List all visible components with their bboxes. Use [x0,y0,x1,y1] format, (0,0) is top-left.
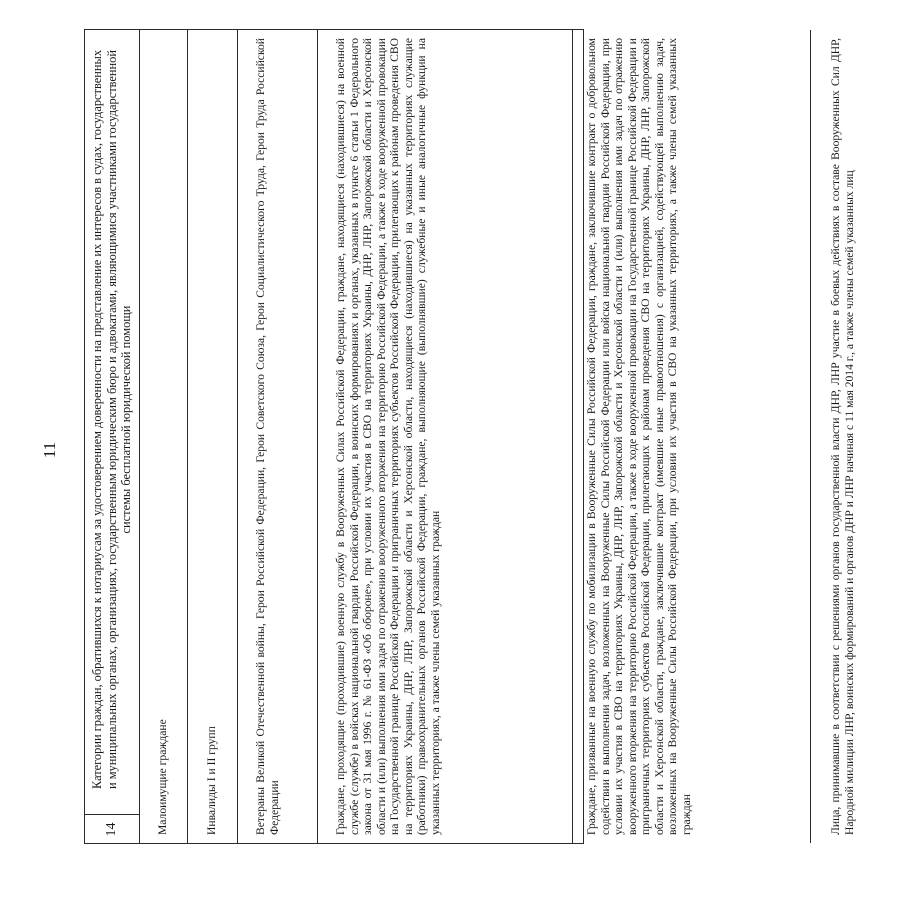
row-text-veterans: Ветераны Великой Отечественной войны, Герои Российской Федерации, Герои Советского Союза, Герои Социалистического Труда, Герои Труда Российской Федерации [254,38,281,835]
table-row-dnr-lnr [811,30,919,843]
page-number: 11 [40,441,60,459]
row-text-servicemen: Граждане, проходящие (проходившие) военную службу в Вооруженных Силах Российской Федерации, граждане, находящиеся (находившиеся) на военной службе (службе) в войсках национальной гвардии Российской Федерации, в воинских формированиях и органах, указанных в пункте 6 статьи 1 Федерального закона от 31 мая 1996 г. № 61-ФЗ «Об обороне», при условии их участия в СВО на территориях Украины, ДНР, ЛНР, Запорожской области и Херсонской области и (или) выполнения ими задач по отражению вооруженного вторжения на территорию Российской Федерации, а также в ходе вооруженной провокации на Государственной границе Российской Федерации и приграничных территориях субъектов Российской Федерации, прилегающих к районам проведения СВО на территориях Украины, ДНР, ЛНР, Запорожской области и Херсонской области, находящиеся (находившиеся) на указанных территориях служащие (работники) правоохранительных органов Российской Федерации, граждане, выполняющие (выполнявшие) служебные и иные аналогичные функции на указанных территориях, а также члены семей указанных граждан [334,38,442,835]
row-text-lowincome: Малоимущие граждане [156,719,169,835]
row-text-dnr-lnr: Лица, принимавшие в соответствии с решениями органов государственной власти ДНР, ЛНР участие в боевых действиях в составе Вооруженных Сил ДНР, Народной милиции ЛНР, воинских формирований и органов ДНР и ЛНР начиная с 11 мая 2014 г., а также члены семей указанных лиц [829,38,856,835]
categories-table [84,29,856,844]
table-row-mobilized [573,30,811,843]
table-row-disabled [188,30,238,843]
table-row-veterans [238,30,318,843]
row-text-disabled: Инвалиды I и II групп [205,726,218,835]
table-rows [140,30,856,843]
table-row-lowincome [140,30,188,843]
column-number: 14 [84,814,139,844]
table-header [85,30,140,843]
table-row-servicemen [318,30,573,843]
row-text-mobilized: Граждане, призванные на военную службу по мобилизации в Вооруженные Силы Российской Федерации, граждане, заключившие контракт о добровольном содействии в выполнении задач, возложенных на Вооруженные Силы Российской Федерации или войска национальной гвардии Российской Федерации, при условии их участия в СВО на территориях Украины, ДНР, ЛНР, Запорожской области и Херсонской области и (или) выполнения ими задач по отражению вооруженного вторжения на территорию Российской Федерации, а также в ходе вооруженной провокации на Государственной границе Российской Федерации и приграничных территориях субъектов Российской Федерации, прилегающих к районам проведения СВО на территориях Украины, ДНР, ЛНР, Запорожской области и Херсонской области, граждане, заключившие контракт (имевшие иные правоотношения) с организацией, содействующей выполнению задач, возложенных на Вооруженные Силы Российской Федерации, при условии их участия в СВО на указанных территориях, а также члены семей указанных граждан [585,38,693,835]
rotated-table-wrapper [84,29,856,844]
table-header-text: Категории граждан, обратившихся к нотариусам за удостоверением доверенности на представление их интересов в судах, государственных и муниципальных органах, организациях, государственным юридическим бюро и адвокатами, являющимися участниками государственной системы бесплатной юридической помощи [90,49,134,790]
